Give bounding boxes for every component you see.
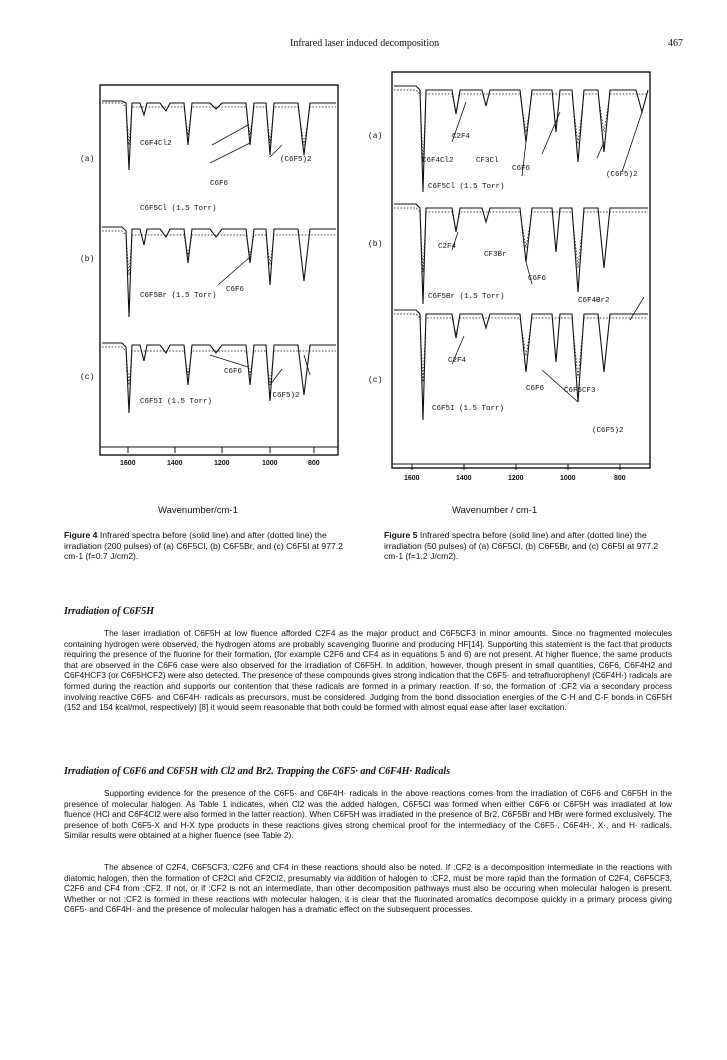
caption-title: Figure 5 <box>384 530 418 540</box>
figure-5 <box>392 72 652 482</box>
tick-1200: 1200 <box>214 460 230 467</box>
fig5-xlabel: Wavenumber / cm-1 <box>452 505 538 516</box>
section-2-paragraph-2: The absence of C2F4, C6F5CF3, C2F6 and CF4 in these reactions should also be noted. If :CF2 is a decomposition intermediate in the reactions with diatomic halogen, then the formation of CF2Cl and CF2Cl2, presumably via addition of halogen to :CF2, must be more rapid than the formation of C2F4, C6F5CF3, C2F6 and CF4 from :CF2. If not, or if :CF2 is not an intermediate, than other decomposition pathways must also be occuring when molecular halogen is present. Whether or not :CF2 is formed in these reactions with molecular halogen, it is clear that the fluorinated aromatics decompose quickly in a primary process giving C6F5· and C6F4H· and the presence of molecular halogen has a dramatic effect on the subsequent processes. <box>64 862 672 915</box>
label-c6f5cl-pressure: C6F5Cl (1.5 Torr) <box>428 183 505 191</box>
label-cf3br: CF3Br <box>484 251 507 259</box>
page-number: 467 <box>668 38 683 49</box>
label-c2f4-b: C2F4 <box>438 243 457 251</box>
panel-label-a: (a) <box>368 132 383 141</box>
panel-label-b: (b) <box>368 240 383 249</box>
axis-ticks <box>100 447 338 453</box>
section-heading-1: Irradiation of C6F5H <box>64 606 155 617</box>
label-cf3cl: CF3Cl <box>476 157 499 165</box>
label-c2f4: C2F4 <box>452 133 471 141</box>
panel-label-c: (c) <box>368 376 383 385</box>
panel-label-c: (c) <box>80 373 95 382</box>
spectrum-c-before <box>394 310 648 420</box>
label-c6f5i-pressure: C6F5I (1.5 Torr) <box>140 398 213 406</box>
tick-1200: 1200 <box>508 475 524 482</box>
label-c6f5-2-c: (C6F5)2 <box>592 427 624 435</box>
section-1-paragraph: The laser irradiation of C6F5H at low fluence afforded C2F4 as the major product and C6F5CF3 in minor amounts. Since no fragmented molecules containing hydrogen were observed, the hydrogen atoms are probably scavenging fluorine and producing HF[14]. Supporting this statement is the fact that products requiring the presence of the fluorine for their formation, (for example C2F6 and CF4 as in equations 5 and 6) are not present. At higher fluence, the same products that are observed in the C6F6 case were also observed for the irradiation of C6F5H. In addition, however, though present in small quantities, C6F6, C6F4H2 and C6F4HCF3 (or C6F5HCF2) were also detected. The presence of these compounds gives strong indication that the C6F5· and tetrafluorophenyl (C6F4H·) radicals are formed during the reaction and supports our contention that these radicals are formed in a primary reaction. If so, the formation of :CF2 via a secondary process involving reactive C6F5· and C6F4H· radicals as precursors, must be considered. Judging from the bond dissociation energies of the C-H and C-F bonds in C6F5H (152 and 154 kcal/mol, respectively) [8] it would seem reasonable that both could be formed with almost equal ease after laser excitation. <box>64 628 672 713</box>
figure-5-caption <box>384 530 674 562</box>
label-c6f5i-pressure: C6F5I (1.5 Torr) <box>432 405 505 413</box>
label-c6f5br-pressure: C6F5Br (1.5 Torr) <box>140 292 217 300</box>
tick-1600: 1600 <box>120 460 136 467</box>
label-c2f4-c: C2F4 <box>448 357 467 365</box>
caption-title: Figure 4 <box>64 530 98 540</box>
spectrum-b-before <box>102 227 336 317</box>
label-c6f6-c: C6F6 <box>224 368 243 376</box>
tick-800: 800 <box>614 475 626 482</box>
figure-4 <box>100 85 340 465</box>
figure-4-caption <box>64 530 349 562</box>
spectrum-b-before <box>394 204 648 304</box>
axis-ticks <box>392 464 650 470</box>
running-title: Infrared laser induced decomposition <box>290 38 440 49</box>
caption-text: Infrared spectra before (solid line) and after (dotted line) the irradiation (50 pulses) of (a) C6F5Cl, (b) C6F5Br, and (c) C6F5I at 977.2 cm-1 (f=1.2 J/cm2). <box>384 530 659 562</box>
tick-1400: 1400 <box>456 475 472 482</box>
spectrum-b-after <box>394 208 648 272</box>
tick-800: 800 <box>308 460 320 467</box>
label-c6f6-b: C6F6 <box>528 275 547 283</box>
label-c6f4br2: C6F4Br2 <box>578 297 610 305</box>
label-c6f5-2: (C6F5)2 <box>280 156 312 164</box>
label-c6f6-b: C6F6 <box>226 286 245 294</box>
label-c6f6: C6F6 <box>512 165 531 173</box>
label-c6f4cl2: C6F4Cl2 <box>140 140 172 148</box>
tick-1600: 1600 <box>404 475 420 482</box>
frame <box>392 72 650 468</box>
spectrum-c-before <box>102 343 336 413</box>
tick-1000: 1000 <box>262 460 278 467</box>
label-c6f5cl-pressure: C6F5Cl (1.5 Torr) <box>140 205 217 213</box>
section-heading-2: Irradiation of C6F6 and C6F5H with Cl2 and Br2. Trapping the C6F5· and C6F4H· Radicals <box>64 766 451 777</box>
tick-1000: 1000 <box>560 475 576 482</box>
label-leaders <box>452 102 644 402</box>
fig4-xlabel: Wavenumber/cm-1 <box>158 505 238 516</box>
label-c6f5-2: (C6F5)2 <box>606 171 638 179</box>
label-c6f6-c: C6F6 <box>526 385 545 393</box>
label-c6f6: C6F6 <box>210 180 229 188</box>
label-c6f5br-pressure: C6F5Br (1.5 Torr) <box>428 293 505 301</box>
panel-label-b: (b) <box>80 255 95 264</box>
label-c6f4cl2: C6F4Cl2 <box>422 157 454 165</box>
section-2-paragraph-1: Supporting evidence for the presence of the C6F5· and C6F4H· radicals in the above reactions comes from the irradiation of C6F6 and C6F5H in the presence of molecular halogen. As Table 1 indicates, when Cl2 was the added halogen, C6F5Cl was formed when either C6F6 or C6F5H was irradiated at low fluence (HCl and C6F4Cl2 were also formed in the latter reaction). When C6F5H was irradiated in the presence of Br2, C6F5Br and HBr were formed exclusively. The presence of both C6F5-X and H-X type products in these reactions gives strong chemical proof for the intermediacy of the C6F5·, C6F4H·, X·, and H· radicals. Similar results were obtained at a higher fluence (see Table 2). <box>64 788 672 841</box>
label-c6f5cf3: C6F5CF3 <box>564 387 596 395</box>
panel-label-a: (a) <box>80 155 95 164</box>
caption-text: Infrared spectra before (solid line) and after (dotted line) the irradiation (200 pulses) of (a) C6F5Cl, (b) C6F5Br, and (c) C6F5I at 977.2 cm-1 (f=0.7 J/cm2). <box>64 530 343 562</box>
tick-1400: 1400 <box>167 460 183 467</box>
label-c6f5-2-c: (C6F5)2 <box>268 392 300 400</box>
label-leaders <box>210 125 310 385</box>
